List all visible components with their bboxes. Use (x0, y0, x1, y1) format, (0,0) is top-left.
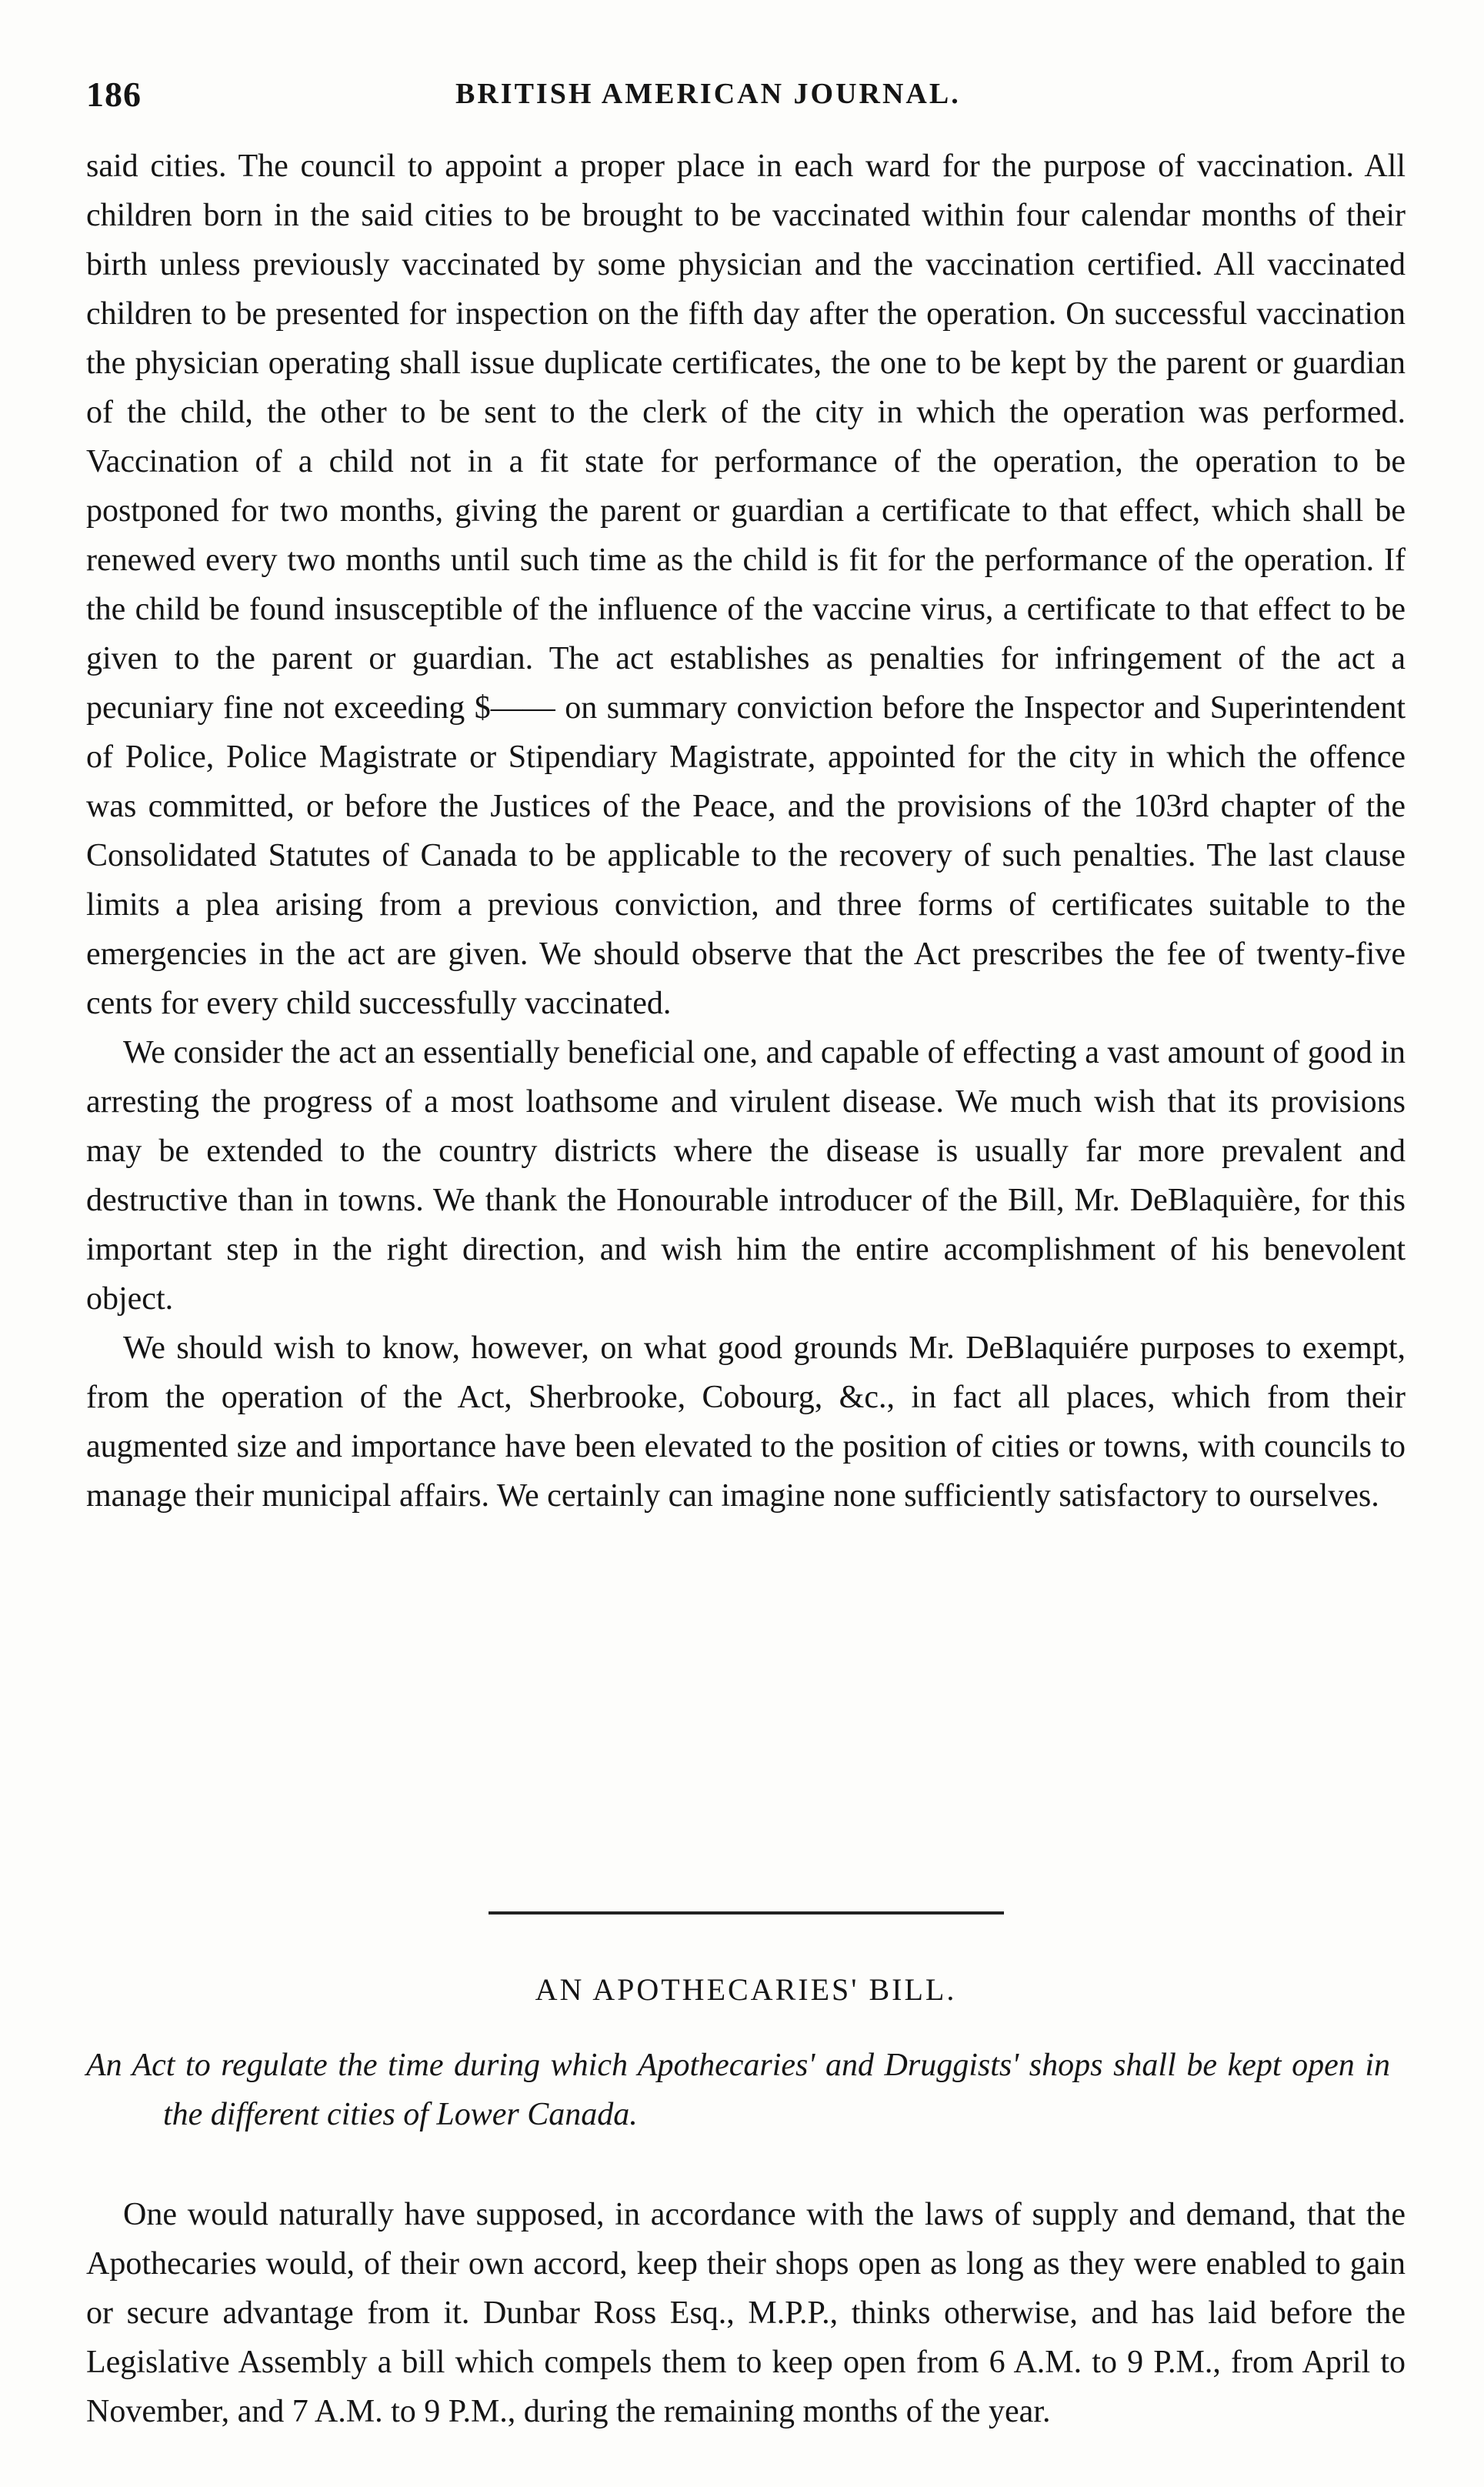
section-paragraph-1: One would naturally have supposed, in accordance with the laws of supply and demand, that the Apothecaries would, of their own accord, keep their shops open as long as they were enabled to gain or secure advantage from it. Dunbar Ross Esq., M.P.P., thinks otherwise, and has laid before the Legislative Assembly a bill which compels them to keep open from 6 A.M. to 9 P.M., from April to November, and 7 A.M. to 9 P.M., during the remaining months of the year. (86, 2197, 1406, 2429)
section-divider (489, 1911, 1004, 1914)
section-heading: AN APOTHECARIES' BILL. (535, 1972, 957, 2007)
body-paragraph-1: said cities. The council to appoint a proper place in each ward for the purpose of vaccination. All children born in the said cities to be brought to be vaccinated within four calendar months of their birth unless previously vaccinated by some physician and the vaccination certified. All vaccinated children to be presented for inspection on the fifth day after the operation. On successful vaccination the physician operating shall issue duplicate certificates, the one to be kept by the parent or guardian of the child, the other to be sent to the clerk of the city in which the operation was performed. Vaccination of a child not in a fit state for performance of the operation, the operation to be postponed for two months, giving the parent or guardian a certificate to that effect, which shall be renewed every two months until such time as the child is fit for the performance of the operation. If the child be found insusceptible of the influence of the vaccine virus, a certificate to that effect to be given to the parent or guardian. The act establishes as penalties for infringement of the act a pecuniary fine not exceeding $—— on summary conviction before the Inspector and Superintendent of Police, Police Magistrate or Stipendiary Magistrate, appointed for the city in which the offence was committed, or before the Justices of the Peace, and the provisions of the 103rd chapter of the Consolidated Statutes of Canada to be applicable to the recovery of such penalties. The last clause limits a plea arising from a previous conviction, and three forms of certificates suitable to the emergencies in the act are given. We should observe that the Act prescribes the fee of twenty-five cents for every child successfully vaccinated. (86, 149, 1406, 1021)
section-body (86, 2190, 1406, 2436)
article-body (86, 142, 1406, 1521)
running-head: BRITISH AMERICAN JOURNAL. (455, 78, 961, 110)
page-number: 186 (86, 75, 142, 114)
body-paragraph-2: We consider the act an essentially beneficial one, and capable of effecting a vast amount of good in arresting the progress of a most loathsome and virulent disease. We much wish that its provisions may be extended to the country districts where the disease is usually far more prevalent and destructive than in towns. We thank the Honourable introducer of the Bill, Mr. DeBlaquière, for this important step in the right direction, and wish him the entire accomplishment of his benevolent object. (86, 1035, 1406, 1317)
act-title: An Act to regulate the time during which Apothecaries' and Druggists' shops shall be kept open in the different cities of Lower Canada. (86, 2048, 1390, 2132)
page-header (86, 74, 1406, 120)
body-paragraph-3: We should wish to know, however, on what good grounds Mr. DeBlaquiére purposes to exempt, from the operation of the Act, Sherbrooke, Cobourg, &c., in fact all places, which from their augmented size and importance have been elevated to the position of cities or towns, with councils to manage their municipal affairs. We certainly can imagine none sufficiently satisfactory to ourselves. (86, 1330, 1406, 1514)
